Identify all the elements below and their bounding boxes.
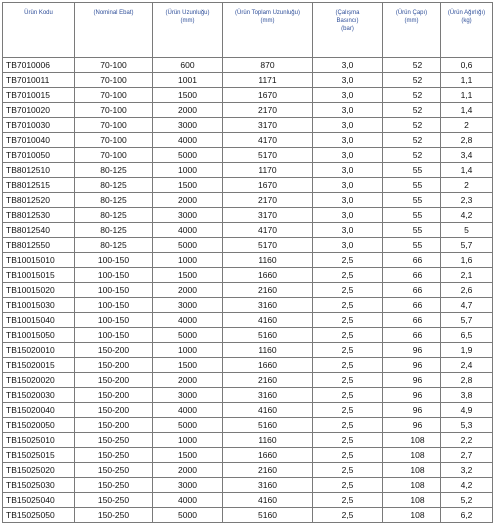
table-header (3, 3, 493, 58)
cell-product-code: TB10015015 (3, 268, 75, 283)
cell-product-code: TB15020050 (3, 418, 75, 433)
header-nominal-size (75, 3, 153, 58)
cell-nominal-size: 150-200 (75, 418, 153, 433)
cell-total-length: 1160 (223, 433, 313, 448)
cell-product-code: TB7010040 (3, 133, 75, 148)
cell-product-diameter: 66 (383, 253, 441, 268)
cell-nominal-size: 80-125 (75, 223, 153, 238)
cell-product-diameter: 66 (383, 283, 441, 298)
header-product-weight (441, 3, 493, 58)
cell-total-length: 5160 (223, 508, 313, 523)
header-product-diameter-label: (Ürün Çapı) (395, 10, 428, 16)
cell-nominal-size: 100-150 (75, 268, 153, 283)
cell-total-length: 2170 (223, 103, 313, 118)
cell-product-diameter: 108 (383, 463, 441, 478)
cell-product-weight: 2,7 (441, 448, 493, 463)
header-product-length-label: (Ürün Uzunluğu) (165, 10, 210, 16)
cell-product-code: TB7010050 (3, 148, 75, 163)
table-row (3, 388, 493, 403)
cell-product-diameter: 52 (383, 58, 441, 73)
cell-product-code: TB10015050 (3, 328, 75, 343)
cell-working-pressure: 3,0 (313, 163, 383, 178)
cell-product-weight: 3,2 (441, 463, 493, 478)
cell-product-diameter: 96 (383, 388, 441, 403)
cell-working-pressure: 3,0 (313, 88, 383, 103)
cell-working-pressure: 2,5 (313, 358, 383, 373)
cell-total-length: 1170 (223, 163, 313, 178)
cell-total-length: 1160 (223, 253, 313, 268)
cell-product-length: 4000 (153, 133, 223, 148)
cell-working-pressure: 3,0 (313, 208, 383, 223)
cell-nominal-size: 150-250 (75, 448, 153, 463)
cell-product-weight: 3,8 (441, 388, 493, 403)
cell-working-pressure: 2,5 (313, 313, 383, 328)
cell-product-code: TB7010011 (3, 73, 75, 88)
cell-product-length: 5000 (153, 328, 223, 343)
table-body (3, 58, 493, 523)
cell-nominal-size: 70-100 (75, 88, 153, 103)
cell-product-code: TB7010006 (3, 58, 75, 73)
cell-total-length: 5160 (223, 418, 313, 433)
cell-product-diameter: 108 (383, 433, 441, 448)
table-row (3, 163, 493, 178)
cell-product-diameter: 66 (383, 313, 441, 328)
cell-total-length: 1670 (223, 88, 313, 103)
cell-product-weight: 5,3 (441, 418, 493, 433)
cell-product-diameter: 52 (383, 118, 441, 133)
cell-product-code: TB15025020 (3, 463, 75, 478)
cell-total-length: 1660 (223, 358, 313, 373)
cell-total-length: 5170 (223, 148, 313, 163)
cell-working-pressure: 2,5 (313, 448, 383, 463)
cell-working-pressure: 3,0 (313, 73, 383, 88)
header-product-code (3, 3, 75, 58)
cell-total-length: 4170 (223, 223, 313, 238)
cell-nominal-size: 150-200 (75, 358, 153, 373)
cell-product-weight: 2,8 (441, 373, 493, 388)
cell-working-pressure: 3,0 (313, 193, 383, 208)
cell-product-code: TB10015010 (3, 253, 75, 268)
cell-working-pressure: 2,5 (313, 478, 383, 493)
cell-product-code: TB7010015 (3, 88, 75, 103)
cell-working-pressure: 3,0 (313, 58, 383, 73)
cell-product-code: TB15020015 (3, 358, 75, 373)
header-product-length-unit: (mm) (180, 18, 195, 24)
cell-nominal-size: 150-200 (75, 403, 153, 418)
cell-nominal-size: 80-125 (75, 193, 153, 208)
table-row (3, 478, 493, 493)
cell-product-length: 1000 (153, 253, 223, 268)
cell-product-diameter: 96 (383, 358, 441, 373)
cell-product-weight: 2,4 (441, 358, 493, 373)
table-row (3, 268, 493, 283)
cell-product-diameter: 52 (383, 103, 441, 118)
cell-product-length: 5000 (153, 508, 223, 523)
cell-product-code: TB7010020 (3, 103, 75, 118)
cell-product-code: TB15025030 (3, 478, 75, 493)
cell-nominal-size: 100-150 (75, 298, 153, 313)
cell-total-length: 5160 (223, 328, 313, 343)
cell-product-diameter: 96 (383, 403, 441, 418)
cell-working-pressure: 2,5 (313, 373, 383, 388)
table-row (3, 463, 493, 478)
header-working-pressure-label-line2: Basıncı) (336, 18, 359, 24)
cell-product-diameter: 66 (383, 328, 441, 343)
cell-product-length: 2000 (153, 193, 223, 208)
cell-product-weight: 6,2 (441, 508, 493, 523)
cell-product-length: 1001 (153, 73, 223, 88)
table-row (3, 133, 493, 148)
cell-total-length: 2160 (223, 373, 313, 388)
cell-nominal-size: 150-200 (75, 388, 153, 403)
cell-product-weight: 2,8 (441, 133, 493, 148)
cell-working-pressure: 3,0 (313, 118, 383, 133)
cell-product-weight: 0,6 (441, 58, 493, 73)
table-row (3, 448, 493, 463)
table-row (3, 88, 493, 103)
cell-total-length: 4160 (223, 493, 313, 508)
cell-nominal-size: 150-200 (75, 343, 153, 358)
table-row (3, 283, 493, 298)
cell-product-diameter: 108 (383, 508, 441, 523)
cell-product-code: TB15025010 (3, 433, 75, 448)
cell-product-code: TB15020040 (3, 403, 75, 418)
cell-working-pressure: 2,5 (313, 463, 383, 478)
table-row (3, 238, 493, 253)
cell-product-length: 1500 (153, 178, 223, 193)
cell-product-length: 2000 (153, 283, 223, 298)
cell-product-length: 4000 (153, 403, 223, 418)
table-row (3, 208, 493, 223)
cell-product-length: 3000 (153, 208, 223, 223)
cell-product-length: 3000 (153, 478, 223, 493)
cell-product-weight: 4,2 (441, 478, 493, 493)
cell-product-diameter: 66 (383, 268, 441, 283)
cell-nominal-size: 70-100 (75, 148, 153, 163)
header-product-diameter-unit: (mm) (404, 18, 419, 24)
cell-product-weight: 1,9 (441, 343, 493, 358)
header-product-code-label: Ürün Kodu (24, 10, 53, 16)
cell-total-length: 1660 (223, 448, 313, 463)
cell-product-length: 4000 (153, 493, 223, 508)
cell-total-length: 3160 (223, 298, 313, 313)
cell-product-weight: 3,4 (441, 148, 493, 163)
cell-total-length: 870 (223, 58, 313, 73)
cell-product-length: 2000 (153, 463, 223, 478)
cell-nominal-size: 70-100 (75, 73, 153, 88)
cell-product-code: TB15025050 (3, 508, 75, 523)
cell-working-pressure: 2,5 (313, 328, 383, 343)
cell-product-weight: 2 (441, 118, 493, 133)
cell-nominal-size: 70-100 (75, 133, 153, 148)
table-row (3, 178, 493, 193)
cell-nominal-size: 100-150 (75, 253, 153, 268)
header-product-weight-label: (Ürün Ağırlığı) (447, 10, 486, 16)
cell-product-code: TB15025015 (3, 448, 75, 463)
cell-working-pressure: 3,0 (313, 178, 383, 193)
cell-nominal-size: 100-150 (75, 283, 153, 298)
cell-product-length: 600 (153, 58, 223, 73)
cell-nominal-size: 150-250 (75, 478, 153, 493)
cell-total-length: 4170 (223, 133, 313, 148)
table-row (3, 493, 493, 508)
cell-total-length: 3160 (223, 478, 313, 493)
cell-product-weight: 6,5 (441, 328, 493, 343)
table-row (3, 433, 493, 448)
header-working-pressure (313, 3, 383, 58)
cell-nominal-size: 70-100 (75, 58, 153, 73)
cell-nominal-size: 150-200 (75, 373, 153, 388)
cell-working-pressure: 2,5 (313, 493, 383, 508)
table-row (3, 508, 493, 523)
cell-product-code: TB7010030 (3, 118, 75, 133)
cell-product-diameter: 55 (383, 208, 441, 223)
cell-product-weight: 5,7 (441, 238, 493, 253)
cell-product-code: TB10015040 (3, 313, 75, 328)
cell-total-length: 3170 (223, 118, 313, 133)
cell-nominal-size: 150-250 (75, 493, 153, 508)
table-row (3, 343, 493, 358)
cell-product-weight: 2,1 (441, 268, 493, 283)
table-row (3, 223, 493, 238)
cell-product-diameter: 52 (383, 88, 441, 103)
cell-working-pressure: 2,5 (313, 403, 383, 418)
cell-product-length: 1500 (153, 358, 223, 373)
table-row (3, 298, 493, 313)
cell-nominal-size: 150-250 (75, 433, 153, 448)
cell-product-weight: 2,3 (441, 193, 493, 208)
cell-product-code: TB15020010 (3, 343, 75, 358)
cell-product-diameter: 55 (383, 178, 441, 193)
cell-working-pressure: 2,5 (313, 343, 383, 358)
cell-product-code: TB10015020 (3, 283, 75, 298)
cell-total-length: 1160 (223, 343, 313, 358)
cell-product-weight: 5 (441, 223, 493, 238)
cell-product-code: TB8012530 (3, 208, 75, 223)
table-row (3, 253, 493, 268)
header-nominal-size-label: (Nominal Ebat) (93, 10, 134, 16)
cell-product-code: TB8012540 (3, 223, 75, 238)
cell-total-length: 2160 (223, 463, 313, 478)
cell-working-pressure: 2,5 (313, 433, 383, 448)
table-row (3, 403, 493, 418)
cell-working-pressure: 3,0 (313, 223, 383, 238)
cell-nominal-size: 70-100 (75, 103, 153, 118)
cell-product-length: 1500 (153, 88, 223, 103)
cell-product-weight: 1,6 (441, 253, 493, 268)
cell-product-diameter: 96 (383, 373, 441, 388)
cell-product-length: 4000 (153, 223, 223, 238)
cell-product-weight: 4,7 (441, 298, 493, 313)
cell-product-weight: 2,6 (441, 283, 493, 298)
cell-product-diameter: 108 (383, 478, 441, 493)
cell-product-code: TB8012515 (3, 178, 75, 193)
cell-working-pressure: 2,5 (313, 418, 383, 433)
cell-product-code: TB15020020 (3, 373, 75, 388)
cell-total-length: 2160 (223, 283, 313, 298)
cell-product-diameter: 96 (383, 418, 441, 433)
cell-total-length: 3160 (223, 388, 313, 403)
table-row (3, 373, 493, 388)
cell-product-length: 3000 (153, 118, 223, 133)
cell-nominal-size: 80-125 (75, 208, 153, 223)
cell-product-weight: 5,7 (441, 313, 493, 328)
product-spec-table-container (2, 2, 492, 523)
cell-working-pressure: 3,0 (313, 148, 383, 163)
cell-product-diameter: 55 (383, 163, 441, 178)
cell-product-weight: 5,2 (441, 493, 493, 508)
table-row (3, 358, 493, 373)
cell-product-code: TB10015030 (3, 298, 75, 313)
table-row (3, 58, 493, 73)
cell-working-pressure: 2,5 (313, 388, 383, 403)
cell-product-diameter: 55 (383, 223, 441, 238)
cell-product-diameter: 108 (383, 493, 441, 508)
header-product-diameter (383, 3, 441, 58)
cell-total-length: 2170 (223, 193, 313, 208)
cell-product-length: 5000 (153, 418, 223, 433)
cell-nominal-size: 150-250 (75, 463, 153, 478)
cell-working-pressure: 2,5 (313, 253, 383, 268)
table-row (3, 328, 493, 343)
cell-product-length: 1000 (153, 433, 223, 448)
header-row (3, 3, 493, 58)
cell-product-weight: 2,2 (441, 433, 493, 448)
cell-product-length: 3000 (153, 298, 223, 313)
cell-product-diameter: 52 (383, 148, 441, 163)
cell-working-pressure: 2,5 (313, 298, 383, 313)
cell-product-weight: 4,2 (441, 208, 493, 223)
header-product-length (153, 3, 223, 58)
cell-product-diameter: 96 (383, 343, 441, 358)
cell-product-length: 5000 (153, 238, 223, 253)
cell-product-diameter: 108 (383, 448, 441, 463)
cell-product-diameter: 66 (383, 298, 441, 313)
cell-nominal-size: 100-150 (75, 313, 153, 328)
cell-product-weight: 2 (441, 178, 493, 193)
table-row (3, 193, 493, 208)
cell-total-length: 1670 (223, 178, 313, 193)
cell-total-length: 3170 (223, 208, 313, 223)
cell-product-length: 2000 (153, 103, 223, 118)
table-row (3, 73, 493, 88)
table-row (3, 418, 493, 433)
table-row (3, 313, 493, 328)
cell-working-pressure: 2,5 (313, 283, 383, 298)
cell-total-length: 4160 (223, 313, 313, 328)
header-total-length-unit: (mm) (260, 18, 275, 24)
cell-total-length: 1660 (223, 268, 313, 283)
cell-nominal-size: 80-125 (75, 178, 153, 193)
cell-product-length: 3000 (153, 388, 223, 403)
cell-working-pressure: 3,0 (313, 133, 383, 148)
cell-product-length: 4000 (153, 313, 223, 328)
header-working-pressure-unit: (bar) (341, 26, 354, 32)
cell-total-length: 5170 (223, 238, 313, 253)
cell-total-length: 1171 (223, 73, 313, 88)
product-spec-table (2, 2, 493, 523)
header-product-weight-unit: (kg) (461, 18, 472, 24)
cell-product-length: 1000 (153, 343, 223, 358)
cell-nominal-size: 150-250 (75, 508, 153, 523)
table-row (3, 148, 493, 163)
cell-nominal-size: 80-125 (75, 238, 153, 253)
cell-product-diameter: 55 (383, 193, 441, 208)
cell-working-pressure: 3,0 (313, 238, 383, 253)
table-row (3, 103, 493, 118)
cell-nominal-size: 70-100 (75, 118, 153, 133)
cell-product-diameter: 52 (383, 73, 441, 88)
cell-product-length: 1500 (153, 268, 223, 283)
cell-product-code: TB15025040 (3, 493, 75, 508)
cell-product-length: 1000 (153, 163, 223, 178)
cell-nominal-size: 100-150 (75, 328, 153, 343)
cell-product-weight: 1,4 (441, 103, 493, 118)
cell-product-length: 2000 (153, 373, 223, 388)
cell-working-pressure: 2,5 (313, 508, 383, 523)
cell-product-code: TB8012520 (3, 193, 75, 208)
cell-product-weight: 1,1 (441, 88, 493, 103)
header-working-pressure-label-line1: (Çalışma (335, 10, 360, 16)
cell-product-length: 5000 (153, 148, 223, 163)
table-row (3, 118, 493, 133)
cell-total-length: 4160 (223, 403, 313, 418)
cell-product-code: TB8012550 (3, 238, 75, 253)
cell-product-code: TB8012510 (3, 163, 75, 178)
cell-nominal-size: 80-125 (75, 163, 153, 178)
cell-product-weight: 1,4 (441, 163, 493, 178)
cell-working-pressure: 2,5 (313, 268, 383, 283)
cell-product-weight: 1,1 (441, 73, 493, 88)
header-total-length (223, 3, 313, 58)
cell-product-code: TB15020030 (3, 388, 75, 403)
header-total-length-label: (Ürün Toplam Uzunluğu) (235, 10, 300, 16)
cell-product-diameter: 55 (383, 238, 441, 253)
cell-product-weight: 4,9 (441, 403, 493, 418)
cell-product-length: 1500 (153, 448, 223, 463)
cell-product-diameter: 52 (383, 133, 441, 148)
cell-working-pressure: 3,0 (313, 103, 383, 118)
